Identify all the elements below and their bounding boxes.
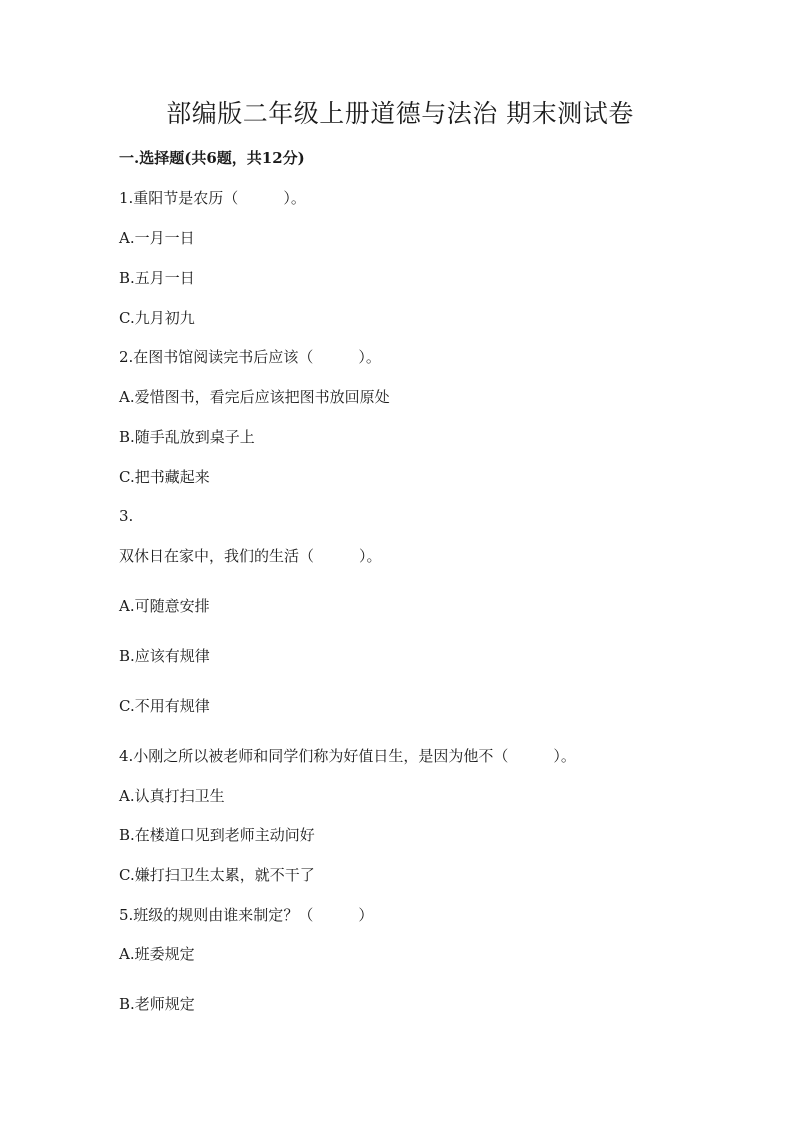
- question-3-option-b: B.应该有规律: [119, 647, 210, 665]
- question-2-option-a: A.爱惜图书，看完后应该把图书放回原处: [119, 388, 390, 406]
- question-3-number: 3.: [119, 507, 134, 525]
- question-5-option-b: B.老师规定: [119, 995, 195, 1013]
- question-3-stem: 双休日在家中，我们的生活（ ）。: [119, 547, 382, 565]
- question-5-option-a: A.班委规定: [119, 945, 195, 963]
- question-1-option-a: A.一月一日: [119, 229, 195, 247]
- question-2-option-b: B.随手乱放到桌子上: [119, 428, 255, 446]
- question-3-option-a: A.可随意安排: [119, 597, 210, 615]
- question-4-option-a: A.认真打扫卫生: [119, 787, 225, 805]
- page-title: 部编版二年级上册道德与法治 期末测试卷: [166, 99, 634, 128]
- question-2-stem: 2.在图书馆阅读完书后应该（ ）。: [119, 348, 381, 366]
- question-3-option-c: C.不用有规律: [119, 697, 210, 715]
- question-4-option-b: B.在楼道口见到老师主动问好: [119, 826, 315, 844]
- question-4-stem: 4.小刚之所以被老师和同学们称为好值日生，是因为他不（ ）。: [119, 747, 576, 765]
- section-heading: 一.选择题(共6题，共12分): [119, 149, 305, 167]
- question-1-stem: 1.重阳节是农历（ ）。: [119, 189, 306, 207]
- question-2-option-c: C.把书藏起来: [119, 468, 210, 486]
- question-5-stem: 5.班级的规则由谁来制定？（ ）: [119, 906, 374, 924]
- question-4-option-c: C.嫌打扫卫生太累，就不干了: [119, 866, 315, 884]
- question-1-option-b: B.五月一日: [119, 269, 195, 287]
- question-1-option-c: C.九月初九: [119, 309, 195, 327]
